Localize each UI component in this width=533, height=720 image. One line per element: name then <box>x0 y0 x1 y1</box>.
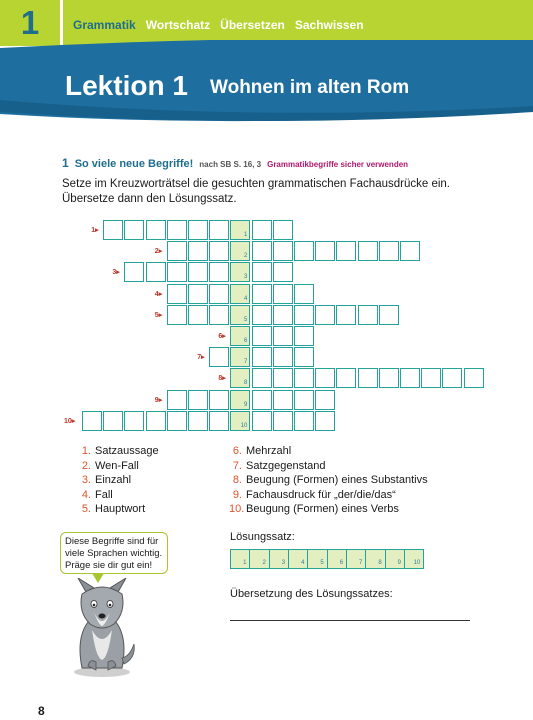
crossword-cell[interactable] <box>294 368 314 388</box>
crossword-cell[interactable] <box>442 368 462 388</box>
crossword-cell[interactable] <box>103 411 123 431</box>
crossword-cell[interactable] <box>252 411 272 431</box>
crossword-cell[interactable] <box>464 368 484 388</box>
tab-grammatik[interactable]: Grammatik <box>73 18 136 32</box>
crossword-solution-cell[interactable] <box>230 305 250 325</box>
lesson-title: Wohnen im alten Rom <box>210 77 410 98</box>
solution-cell[interactable]: 3 <box>269 549 290 569</box>
crossword-cell[interactable] <box>209 390 229 410</box>
crossword-cell[interactable] <box>336 305 356 325</box>
crossword-row-label: 9▸ <box>154 396 163 404</box>
crossword-cell[interactable] <box>273 326 293 346</box>
crossword-row-label: 6▸ <box>218 333 226 340</box>
crossword-cell[interactable] <box>252 326 272 346</box>
crossword-cell[interactable] <box>273 390 293 410</box>
task-instruction: Setze im Kreuzworträtsel die gesuchten grammatischen Fachausdrücke ein. Übersetze dann den Lösungssatz. <box>62 178 450 205</box>
task-header <box>62 156 408 170</box>
task-number: 1 <box>62 156 69 170</box>
task-title: So viele neue Begriffe! <box>74 158 194 170</box>
crossword-cell[interactable] <box>379 241 399 261</box>
solution-index: 6 <box>244 338 248 344</box>
tab-uebersetzen[interactable]: Übersetzen <box>220 18 285 32</box>
crossword-cell[interactable] <box>336 241 356 261</box>
clue-item: 4. Fall <box>81 488 113 501</box>
crossword-cell[interactable] <box>188 220 208 240</box>
crossword-cell[interactable] <box>167 262 187 282</box>
crossword-cell[interactable] <box>336 368 356 388</box>
page-number: 8 <box>38 704 45 718</box>
solution-index: 2 <box>244 253 248 260</box>
crossword-row-label: 5▸ <box>154 311 163 319</box>
solution-index: 5 <box>244 316 248 323</box>
crossword-cell[interactable] <box>315 241 335 261</box>
crossword-cell[interactable] <box>209 305 229 325</box>
crossword-cell[interactable] <box>146 220 166 240</box>
crossword-cell[interactable] <box>252 347 272 367</box>
crossword-solution-cell[interactable] <box>230 326 250 346</box>
crossword-cell[interactable] <box>273 368 293 388</box>
clue-item: 5. Hauptwort <box>81 503 146 515</box>
clue-item: 10. Beugung (Formen) eines Verbs <box>229 503 399 515</box>
crossword-cell[interactable] <box>188 262 208 282</box>
crossword-cell[interactable] <box>252 220 272 240</box>
crossword-cell[interactable] <box>146 411 166 431</box>
clue-item: 1. Satzaussage <box>81 445 159 457</box>
solution-cell[interactable]: 5 <box>307 549 328 569</box>
crossword-cell[interactable] <box>82 411 102 431</box>
crossword-cell[interactable] <box>315 305 335 325</box>
clue-item: 3. Einzahl <box>81 474 132 486</box>
crossword-cell[interactable] <box>188 411 208 431</box>
solution-cell[interactable]: 8 <box>365 549 386 569</box>
solution-index: 1 <box>244 232 248 238</box>
translation-label: Übersetzung des Lösungssatzes: <box>230 588 393 600</box>
crossword-cell[interactable] <box>294 411 314 431</box>
crossword-cell[interactable] <box>294 241 314 261</box>
crossword-cell[interactable] <box>294 284 314 304</box>
crossword-cell[interactable] <box>294 326 314 346</box>
crossword-cell[interactable] <box>124 411 144 431</box>
solution-index: 7 <box>244 359 248 366</box>
translation-line[interactable] <box>230 620 470 621</box>
crossword-solution-cell[interactable] <box>230 368 250 388</box>
crossword-row-label: 8▸ <box>218 375 226 383</box>
solution-cell[interactable]: 4 <box>288 549 309 569</box>
task-reference: nach SB S. 16, 3 <box>199 160 262 169</box>
crossword-cell[interactable] <box>294 347 314 367</box>
solution-cell[interactable]: 2 <box>249 549 270 569</box>
crossword-cell[interactable] <box>209 347 229 367</box>
crossword-cell[interactable] <box>358 368 378 388</box>
crossword-cell[interactable] <box>167 305 187 325</box>
chapter-number: 1 <box>0 0 63 46</box>
crossword-solution-cell[interactable] <box>230 411 250 431</box>
clue-item: 9. Fachausdruck für „der/die/das“ <box>232 488 396 501</box>
solution-index: 3 <box>244 274 248 281</box>
crossword-cell[interactable] <box>252 305 272 325</box>
crossword-cell[interactable] <box>273 220 293 240</box>
crossword-solution-cell[interactable] <box>230 262 250 282</box>
crossword-cell[interactable] <box>315 368 335 388</box>
crossword-cell[interactable] <box>400 368 420 388</box>
crossword-cell[interactable] <box>124 220 144 240</box>
crossword-cell[interactable] <box>209 411 229 431</box>
crossword-solution-cell[interactable] <box>230 284 250 304</box>
speech-bubble: Diese Begriffe sind für viele Sprachen wichtig. Präge sie dir gut ein! <box>60 532 168 574</box>
crossword-cell[interactable] <box>294 305 314 325</box>
crossword-cell[interactable] <box>358 241 378 261</box>
clue-item: 7. Satzgegenstand <box>232 459 326 472</box>
solution-cell[interactable]: 10 <box>404 549 425 569</box>
crossword-solution-cell[interactable] <box>230 241 250 261</box>
task-skill: Grammatikbegriffe sicher verwenden <box>267 160 409 169</box>
clue-item: 2. Wen-Fall <box>81 459 139 472</box>
crossword-row-label: 3▸ <box>112 269 120 277</box>
crossword-cell[interactable] <box>167 220 187 240</box>
crossword-cell[interactable] <box>209 262 229 282</box>
crossword-cell[interactable] <box>273 284 293 304</box>
crossword-solution-cell[interactable] <box>230 390 250 410</box>
clues-right <box>229 444 428 517</box>
solution-cell[interactable]: 1 <box>230 549 251 569</box>
solution-index: 8 <box>244 380 248 387</box>
crossword-row-label: 10▸ <box>64 417 76 425</box>
crossword-cell[interactable] <box>209 220 229 240</box>
crossword-cell[interactable] <box>252 284 272 304</box>
clues-left <box>78 444 159 517</box>
crossword-cell[interactable] <box>273 305 293 325</box>
solution-label: Lösungssatz: <box>230 531 295 543</box>
crossword-cell[interactable] <box>294 390 314 410</box>
crossword-cell[interactable] <box>209 284 229 304</box>
crossword-cell[interactable] <box>167 284 187 304</box>
crossword-cell[interactable] <box>400 241 420 261</box>
solution-cell[interactable]: 7 <box>346 549 367 569</box>
crossword-cell[interactable] <box>103 220 123 240</box>
solution-index: 10 <box>240 422 248 429</box>
lesson-label: Lektion 1 <box>65 70 188 101</box>
crossword-cell[interactable] <box>252 241 272 261</box>
crossword-cell[interactable] <box>421 368 441 388</box>
crossword-row-label: 4▸ <box>154 290 163 298</box>
crossword-cell[interactable] <box>379 305 399 325</box>
crossword-cell[interactable] <box>188 241 208 261</box>
tab-wortschatz[interactable]: Wortschatz <box>145 18 211 32</box>
crossword-cell[interactable] <box>315 411 335 431</box>
section-tabs <box>73 18 364 32</box>
crossword-cell[interactable] <box>188 305 208 325</box>
clue-item: 8. Beugung (Formen) eines Substantivs <box>232 474 428 486</box>
solution-cell[interactable]: 9 <box>385 549 406 569</box>
crossword-cell[interactable] <box>188 284 208 304</box>
crossword-cell[interactable] <box>358 305 378 325</box>
solution-index: 4 <box>244 295 248 302</box>
crossword-row-label: 1▸ <box>91 227 99 234</box>
clue-item: 6. Mehrzahl <box>232 445 292 457</box>
crossword-cell[interactable] <box>273 241 293 261</box>
crossword-cell[interactable] <box>188 390 208 410</box>
crossword-cell[interactable] <box>273 411 293 431</box>
wolf-illustration <box>68 578 138 678</box>
crossword-cell[interactable] <box>379 368 399 388</box>
crossword-cell[interactable] <box>252 368 272 388</box>
crossword-row-label: 2▸ <box>154 248 163 256</box>
crossword-row-label: 7▸ <box>197 354 205 362</box>
solution-row <box>230 549 423 569</box>
crossword-cell[interactable] <box>273 347 293 367</box>
crossword-cell[interactable] <box>167 411 187 431</box>
crossword-cell[interactable] <box>167 241 187 261</box>
tab-sachwissen[interactable]: Sachwissen <box>294 18 364 32</box>
crossword-cell[interactable] <box>209 241 229 261</box>
crossword-cell[interactable] <box>273 262 293 282</box>
crossword-cell[interactable] <box>146 262 166 282</box>
crossword-solution-cell[interactable] <box>230 220 250 240</box>
crossword-solution-cell[interactable] <box>230 347 250 367</box>
solution-index: 9 <box>244 401 248 408</box>
crossword-cell[interactable] <box>315 390 335 410</box>
crossword-cell[interactable] <box>252 262 272 282</box>
crossword-cell[interactable] <box>167 390 187 410</box>
solution-cell[interactable]: 6 <box>327 549 348 569</box>
crossword-cell[interactable] <box>252 390 272 410</box>
crossword-cell[interactable] <box>124 262 144 282</box>
